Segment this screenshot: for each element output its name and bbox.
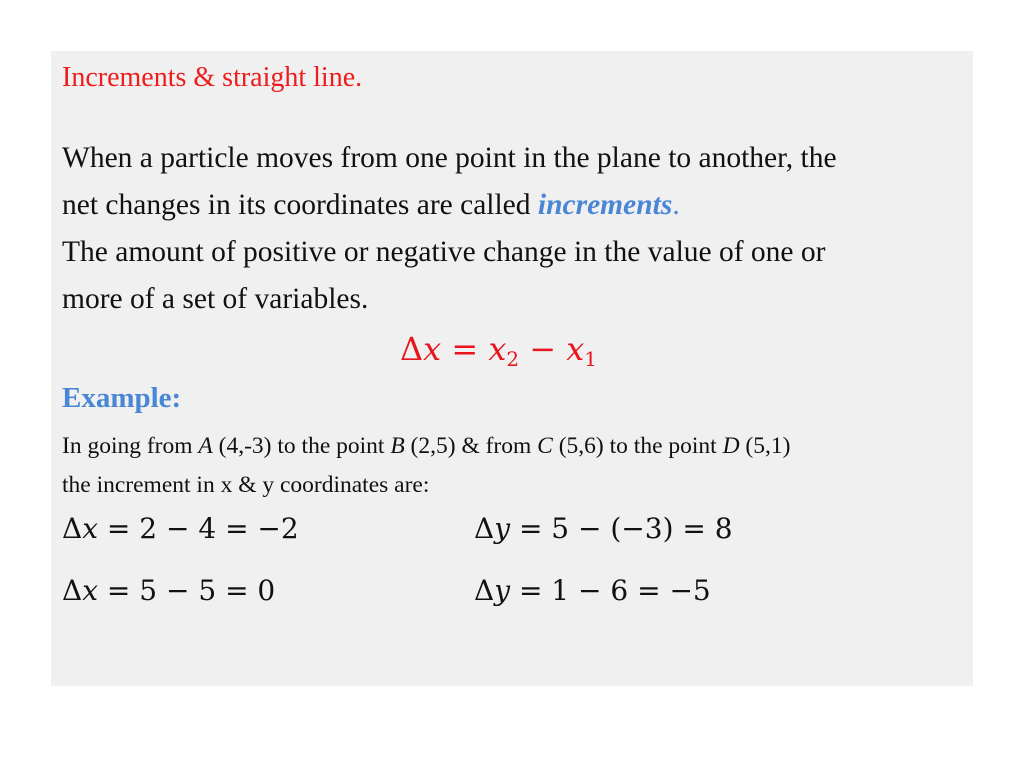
increments-keyword: increments	[537, 189, 673, 221]
formula-mid: − 𝑥	[519, 330, 585, 368]
increment-formula	[400, 330, 597, 371]
definition-line-3: The amount of positive or negative change in the value of one or	[62, 236, 826, 268]
example-text-1: In going from	[62, 433, 199, 459]
formula-subscript-2: 2	[506, 347, 520, 371]
definition-line-2	[62, 189, 680, 222]
example-label: Example:	[62, 382, 182, 414]
point-a: A	[198, 433, 213, 459]
delta-x-eq-1: Δ𝑥 = 2 − 4 = −2	[62, 512, 299, 545]
delta-y-eq-2: Δ𝑦 = 1 − 6 = −5	[474, 574, 711, 607]
example-line-2: the increment in x & y coordinates are:	[62, 472, 430, 498]
point-d: D	[722, 433, 740, 459]
formula-lhs: Δ𝑥 = 𝑥	[400, 330, 507, 368]
point-b: B	[390, 433, 405, 459]
definition-line-1: When a particle moves from one point in the plane to another, the	[62, 142, 837, 174]
example-line-1	[62, 433, 790, 460]
delta-x-eq-2: Δ𝑥 = 5 − 5 = 0	[62, 574, 276, 607]
example-text-2: (4,-3) to the point	[212, 433, 391, 459]
point-c: C	[537, 433, 553, 459]
definition-line-2-text: net changes in its coordinates are called	[62, 189, 531, 221]
example-text-5: (5,1)	[739, 433, 791, 459]
keyword-period: .	[672, 189, 680, 221]
delta-y-eq-1: Δ𝑦 = 5 − (−3) = 8	[474, 512, 733, 545]
formula-subscript-1: 1	[584, 347, 598, 371]
slide-heading: Increments & straight line.	[62, 62, 363, 93]
example-text-3: (2,5) & from	[404, 433, 538, 459]
example-text-4: (5,6) to the point	[552, 433, 723, 459]
definition-line-4: more of a set of variables.	[62, 283, 369, 315]
